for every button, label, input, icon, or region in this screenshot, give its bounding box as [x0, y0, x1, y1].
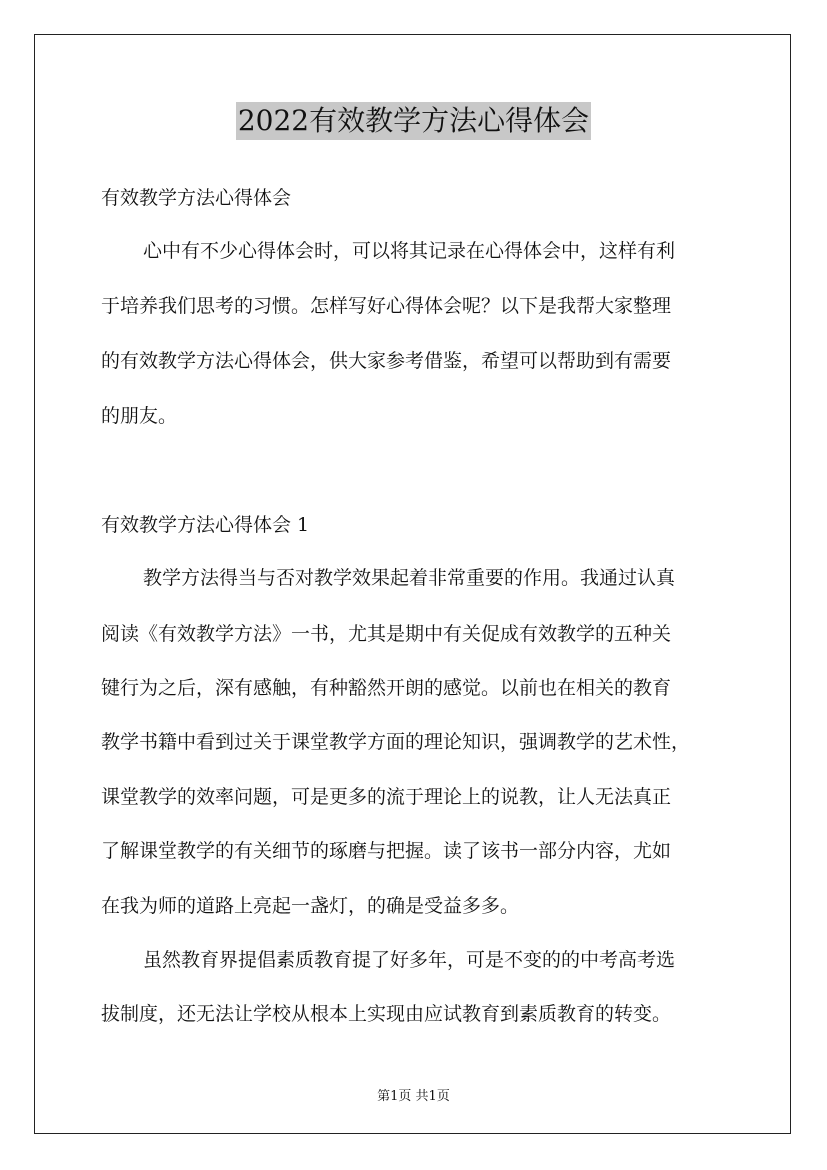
intro-line: 于培养我们思考的习惯。怎样写好心得体会呢？以下是我帮大家整理 [101, 295, 672, 317]
section1-p2-line: 虽然教育界提倡素质教育提了好多年，可是不变的的中考高考选 [143, 949, 676, 971]
intro-heading: 有效教学方法心得体会 [101, 187, 292, 209]
intro-line: 的朋友。 [101, 405, 178, 427]
section1-heading: 有效教学方法心得体会 1 [101, 514, 310, 536]
section1-line: 教学书籍中看到过关于课堂教学方面的理论知识，强调教学的艺术性， [101, 731, 691, 753]
document-title-wrap [0, 102, 827, 140]
section1-p2-line: 拔制度，还无法让学校从根本上实现由应试教育到素质教育的转变。 [101, 1003, 672, 1025]
section1-line: 键行为之后，深有感触，有种豁然开朗的感觉。以前也在相关的教育 [101, 677, 672, 699]
section1-line: 在我为师的道路上亮起一盏灯，的确是受益多多。 [101, 895, 520, 917]
section1-line: 阅读《有效教学方法》一书，尤其是期中有关促成有效教学的五种关 [101, 623, 672, 645]
section1-line: 了解课堂教学的有关细节的琢磨与把握。读了该书一部分内容，尤如 [101, 840, 672, 862]
intro-line: 的有效教学方法心得体会，供大家参考借鉴，希望可以帮助到有需要 [101, 350, 672, 372]
page-footer: 第1页 共1页 [377, 1089, 450, 1104]
section1-line: 课堂教学的效率问题，可是更多的流于理论上的说教，让人无法真正 [101, 786, 672, 808]
document-title: 2022有效教学方法心得体会 [236, 102, 591, 140]
section1-line: 教学方法得当与否对教学效果起着非常重要的作用。我通过认真 [143, 567, 676, 589]
intro-line: 心中有不少心得体会时，可以将其记录在心得体会中，这样有利 [143, 240, 676, 262]
